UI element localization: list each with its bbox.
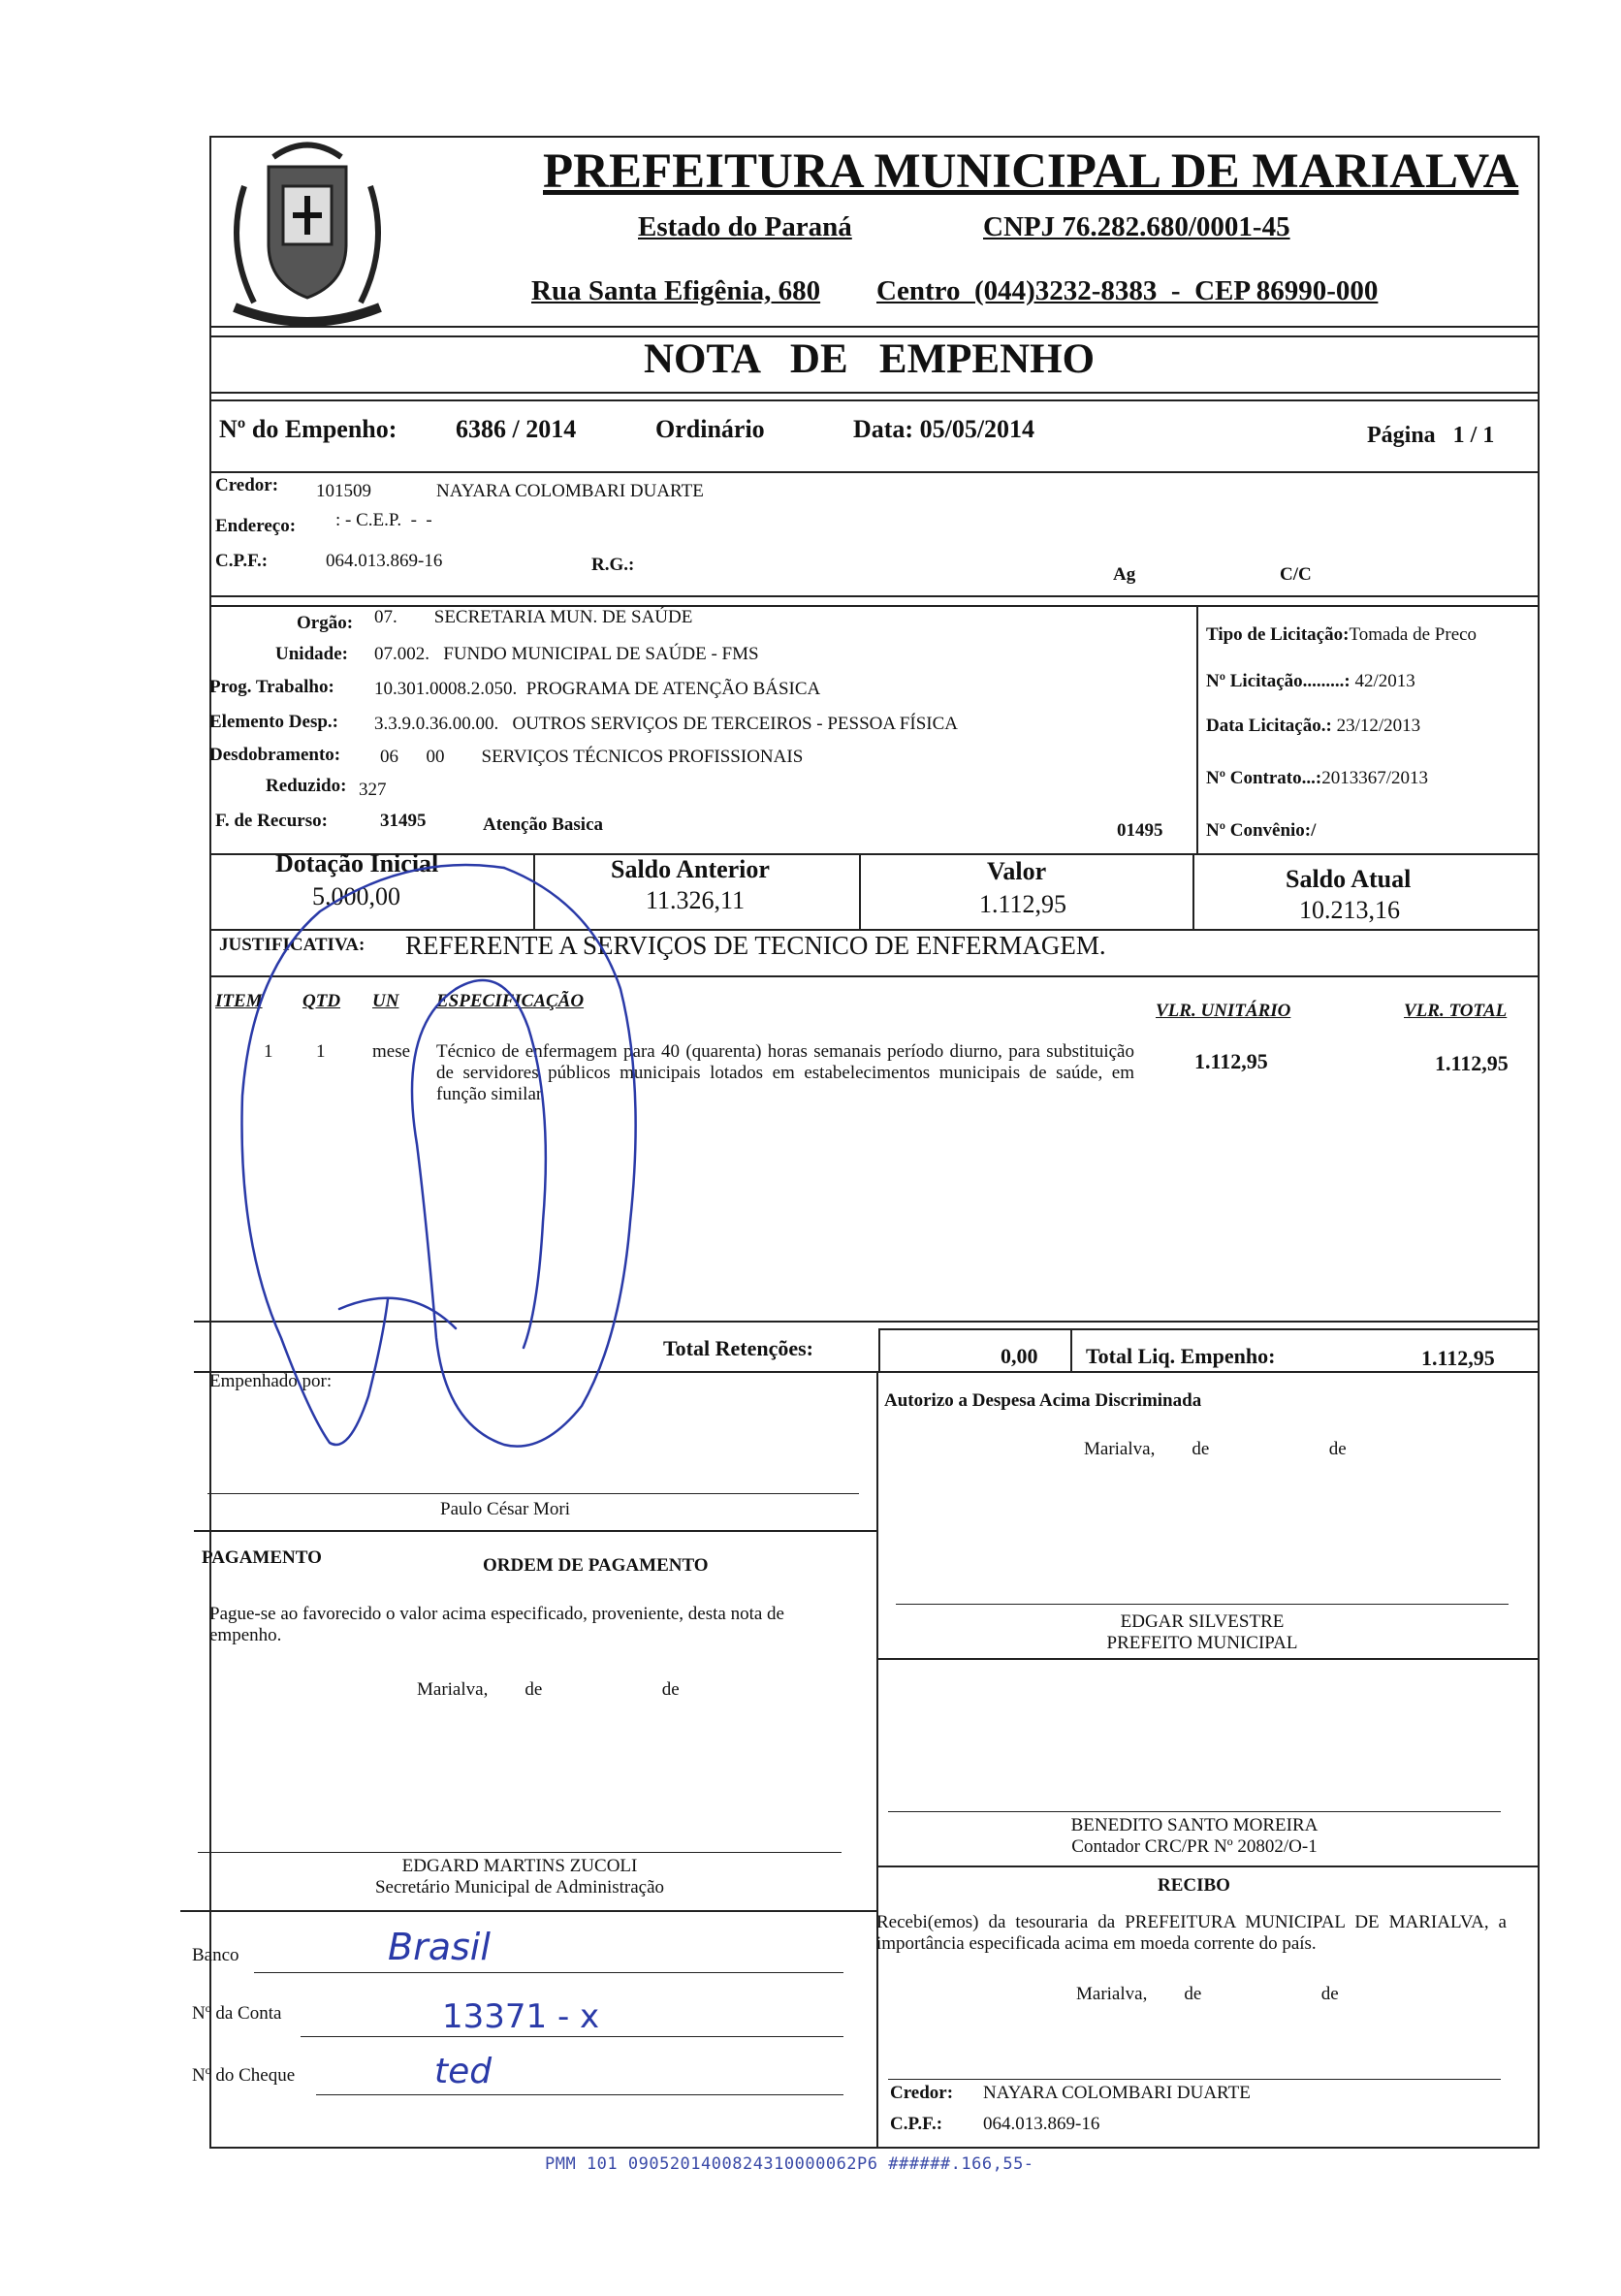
row-spec: Técnico de enfermagem para 40 (quarenta) horas semanais período diurno, para substituição de servidores públicos municipais lotados em estabelecimentos municipais de saúde, em função similar [436,1041,1134,1104]
cc-label: C/C [1280,564,1312,585]
address-field: : - C.E.P. - - [335,510,432,530]
saldo-atual-label: Saldo Atual [1286,865,1412,893]
licitacao-numero-value: 42/2013 [1350,671,1415,691]
desdob-value: 06 00 SERVIÇOS TÉCNICOS PROFISSIONAIS [380,747,804,767]
footer-cpf-label: C.P.F.: [890,2114,943,2134]
recibo-place-date: Marialva, de de [1076,1984,1339,2004]
pagamento-label: PAGAMENTO [202,1547,322,1568]
desdob-label: Desdobramento: [209,745,341,765]
empenho-number-label: Nº do Empenho: [219,415,397,443]
footer-credor-name: NAYARA COLOMBARI DUARTE [983,2083,1251,2103]
row-qtd: 1 [316,1041,326,1062]
prefeito-name: EDGAR SILVESTRE [1120,1611,1285,1632]
recurso-code: 31495 [380,811,427,831]
prefeito-role: PREFEITO MUNICIPAL [1106,1633,1298,1653]
cheque-handwritten: ted [434,2052,493,2091]
row-item: 1 [264,1041,273,1062]
recibo-text: Recebi(emos) da tesouraria da PREFEITURA MUNICIPAL DE MARIALVA, a importância especificada acima em moeda corrente do país. [876,1912,1507,1954]
row-un: mese [372,1041,411,1062]
orgao-value: 07. SECRETARIA MUN. DE SAÚDE [374,607,693,627]
contador-name: BENEDITO SANTO MOREIRA [1070,1815,1319,1835]
cpf-label: C.P.F.: [215,551,269,571]
dotacao-value: 5.000,00 [312,882,400,910]
page-number: Página 1 / 1 [1367,423,1495,448]
recurso-label: F. de Recurso: [215,811,328,831]
document-title: NOTA DE EMPENHO [644,336,1096,382]
licitacao-tipo-value: Tomada de Preco [1349,624,1478,645]
conta-label: Nº da Conta [192,2003,282,2024]
page-title: PREFEITURA MUNICIPAL DE MARIALVA [543,144,1519,199]
address-label: Rua Santa Efigênia, 680 [531,275,821,306]
retencoes-label: Total Retenções: [663,1336,813,1360]
licitacao-tipo-text: Tipo de Licitação: [1206,624,1350,645]
saldo-atual-value: 10.213,16 [1299,896,1400,924]
empenhado-label: Empenhado por: [209,1371,333,1391]
row-total: 1.112,95 [1435,1051,1509,1075]
credor-name: NAYARA COLOMBARI DUARTE [436,481,704,501]
conta-handwritten: 13371 - x [442,1997,600,2036]
footer-credor-label: Credor: [890,2083,954,2103]
liq-empenho-label: Total Liq. Empenho: [1086,1344,1276,1368]
orgao-label: Orgão: [297,613,354,633]
retencoes-value: 0,00 [1001,1344,1038,1368]
col-item: ITEM [215,991,263,1011]
recibo-title: RECIBO [1158,1875,1230,1896]
ag-label: Ag [1113,564,1136,585]
col-un: UN [372,991,399,1011]
ordem-pagamento-label: ORDEM DE PAGAMENTO [483,1555,709,1576]
empenhado-name: Paulo César Mori [440,1499,571,1519]
unidade-value: 07.002. FUNDO MUNICIPAL DE SAÚDE - FMS [374,644,759,664]
reduzido-value: 327 [359,780,387,800]
banco-handwritten: Brasil [388,1926,491,1968]
cpf-value: 064.013.869-16 [326,551,443,571]
convenio-label: Nº Convênio:/ [1206,820,1317,841]
licitacao-numero-text: Nº Licitação.........: [1206,671,1351,691]
credor-code: 101509 [316,481,371,501]
elemento-label: Elemento Desp.: [209,712,338,732]
contrato-text: Nº Contrato...: [1206,768,1322,788]
secretario-name: EDGARD MARTINS ZUCOLI [401,1856,638,1876]
justificativa-label: JUSTIFICATIVA: [219,935,366,955]
contador-role: Contador CRC/PR Nº 20802/O-1 [1071,1836,1318,1857]
autorizo-place-date: Marialva, de de [1084,1439,1347,1459]
justificativa-text: REFERENTE A SERVIÇOS DE TECNICO DE ENFERMAGEM. [405,931,1106,960]
elemento-value: 3.3.9.0.36.00.00. OUTROS SERVIÇOS DE TERCEIROS - PESSOA FÍSICA [374,714,958,734]
pagamento-place-date: Marialva, de de [417,1679,680,1700]
validation-stamp: PMM 101 0905201400824310000062P6 ######.166,55- [545,2154,1034,2174]
col-spec: ESPECIFICAÇÃO [436,991,585,1011]
cheque-label: Nº do Cheque [192,2065,296,2086]
secretario-role: Secretário Municipal de Administração [374,1877,665,1897]
autorizo-label: Autorizo a Despesa Acima Discriminada [884,1390,1202,1411]
recurso-name: Atenção Basica [483,814,604,835]
cnpj-label: CNPJ 76.282.680/0001-45 [983,211,1290,242]
licitacao-data-value: 23/12/2013 [1331,716,1421,736]
valor-value: 1.112,95 [979,890,1067,918]
banco-label: Banco [192,1945,239,1965]
credor-label: Credor: [215,475,279,495]
valor-label: Valor [987,857,1047,885]
footer-cpf-value: 064.013.869-16 [983,2114,1100,2134]
unidade-label: Unidade: [275,644,348,664]
row-unit-price: 1.112,95 [1194,1049,1268,1073]
col-total: VLR. TOTAL [1404,1001,1508,1021]
empenho-date: Data: 05/05/2014 [853,415,1035,443]
empenho-type: Ordinário [655,415,765,443]
recurso-right: 01495 [1117,820,1163,841]
saldo-anterior-value: 11.326,11 [646,886,746,914]
district-phone-cep: Centro (044)3232-8383 - CEP 86990-000 [876,275,1379,306]
col-unit-price: VLR. UNITÁRIO [1156,1001,1291,1021]
saldo-anterior-label: Saldo Anterior [611,855,770,883]
col-qtd: QTD [302,991,341,1011]
prog-label: Prog. Trabalho: [209,677,334,697]
contrato-value: 2013367/2013 [1321,768,1428,788]
empenho-number: 6386 / 2014 [456,415,577,443]
licitacao-data-text: Data Licitação.: [1206,716,1332,736]
dotacao-label: Dotação Inicial [275,849,439,877]
pague-se-text: Pague-se ao favorecido o valor acima especificado, proveniente, desta nota de empenho. [209,1604,784,1645]
state-label: Estado do Paraná [638,211,852,242]
address-field-label: Endereço: [215,516,297,536]
liq-empenho-value: 1.112,95 [1421,1346,1495,1370]
reduzido-label: Reduzido: [266,776,347,796]
rg-label: R.G.: [591,555,635,575]
prog-value: 10.301.0008.2.050. PROGRAMA DE ATENÇÃO BÁSICA [374,679,821,699]
